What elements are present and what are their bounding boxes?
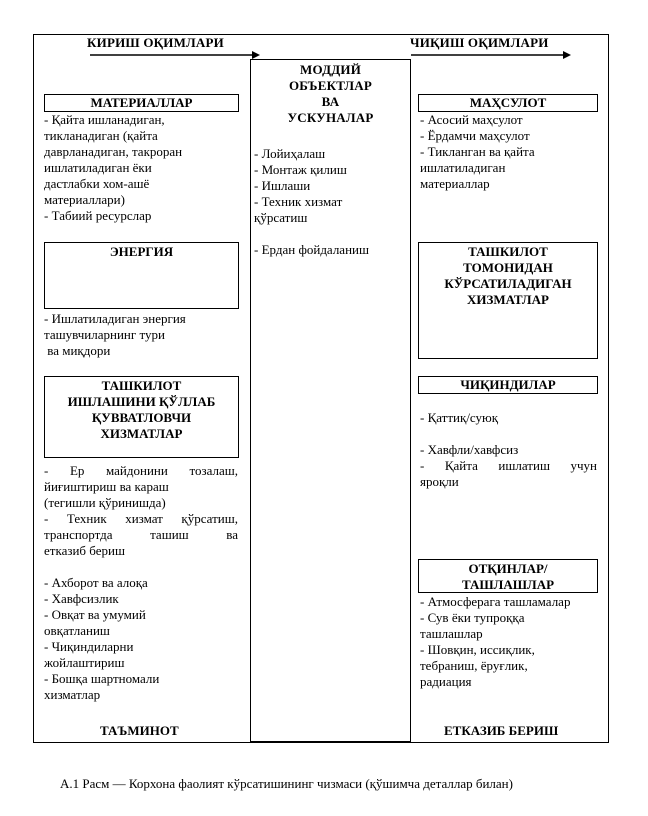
support-line: - Чиқиндиларни bbox=[44, 639, 134, 654]
emissions-line: - Сув ёки тупроққа bbox=[420, 610, 525, 625]
supply-footer: ТАЪМИНОТ bbox=[100, 723, 179, 738]
center-title-line: МОДДИЙ bbox=[299, 62, 362, 77]
support-list bbox=[44, 463, 238, 703]
emissions-line: тебраниш, ёруғлик, bbox=[420, 658, 528, 673]
services-title-line: ХИЗМАТЛАР bbox=[467, 292, 549, 307]
product-line: ишлатиладиган bbox=[420, 160, 506, 175]
emissions-box bbox=[418, 559, 598, 593]
center-title-line: УСКУНАЛАР bbox=[287, 110, 374, 125]
support-box bbox=[44, 376, 239, 458]
product-box bbox=[418, 94, 598, 112]
services-title-line: КЎРСАТИЛАДИГАН bbox=[444, 276, 572, 291]
services-box bbox=[418, 242, 598, 359]
center-title-line: ВА bbox=[321, 94, 340, 109]
support-line: хизматлар bbox=[44, 687, 101, 702]
support-title-line: ТАШКИЛОТ bbox=[101, 378, 182, 393]
services-title-line: ТАШКИЛОТ bbox=[468, 244, 548, 259]
support-line: - Хавфсизлик bbox=[44, 591, 119, 606]
inputs-arrow-icon bbox=[90, 49, 260, 61]
energy-line: ташувчиларнинг тури bbox=[44, 327, 165, 342]
energy-title: ЭНЕРГИЯ bbox=[109, 244, 174, 259]
energy-list bbox=[44, 311, 244, 359]
materials-line: - Табиий ресурслар bbox=[44, 208, 152, 223]
center-item: - Монтаж қилиш bbox=[254, 162, 347, 177]
support-title-line: ХИЗМАТЛАР bbox=[100, 426, 183, 441]
support-line: - Ахборот ва алоқа bbox=[44, 575, 148, 590]
emissions-line: - Шовқин, иссиқлик, bbox=[420, 642, 535, 657]
product-title: МАҲСУЛОТ bbox=[469, 95, 547, 110]
energy-line: ва миқдори bbox=[44, 343, 111, 358]
support-line: овқатланиш bbox=[44, 623, 110, 638]
waste-line: - Қаттиқ/суюқ bbox=[420, 410, 499, 425]
support-line: (тегишли қўринишда) bbox=[44, 495, 166, 510]
outputs-header: ЧИҚИШ ОҚИМЛАРИ bbox=[410, 35, 549, 50]
emissions-line: ташлашлар bbox=[420, 626, 483, 641]
waste-box bbox=[418, 376, 598, 394]
support-line: - Ер майдонини тозалаш, bbox=[44, 463, 238, 478]
center-item: - Ердан фойдаланиш bbox=[254, 242, 370, 257]
waste-line: - Хавфли/хавфсиз bbox=[420, 442, 519, 457]
product-line: материаллар bbox=[420, 176, 490, 191]
product-line: - Асосий маҳсулот bbox=[420, 112, 523, 127]
support-line: етказиб бериш bbox=[44, 543, 125, 558]
delivery-footer: ЕТКАЗИБ БЕРИШ bbox=[444, 723, 559, 738]
emissions-line: радиация bbox=[420, 674, 472, 689]
emissions-title-line: ТАШЛАШЛАР bbox=[461, 577, 555, 592]
support-line: йиғиштириш ва караш bbox=[44, 479, 169, 494]
waste-line: - Қайта ишлатиш учун bbox=[420, 458, 597, 473]
waste-title: ЧИҚИНДИЛАР bbox=[460, 377, 556, 392]
emissions-list bbox=[420, 594, 600, 690]
materials-line: ишлатиладиган ёки bbox=[44, 160, 152, 175]
center-item: қўрсатиш bbox=[254, 210, 308, 225]
materials-title: МАТЕРИАЛЛАР bbox=[90, 95, 193, 110]
support-line: - Техник хизмат қўрсатиш, bbox=[44, 511, 238, 526]
materials-line: материаллари) bbox=[44, 192, 125, 207]
center-title bbox=[250, 62, 411, 126]
product-list bbox=[420, 112, 600, 192]
materials-line: дастлабки хом-ашё bbox=[44, 176, 150, 191]
support-line: транспортда ташиш ва bbox=[44, 527, 238, 542]
outputs-arrow-icon bbox=[411, 49, 571, 61]
center-item: - Лойиҳалаш bbox=[254, 146, 326, 161]
emissions-title-line: ОТҚИНЛАР/ bbox=[468, 561, 548, 576]
figure-caption: А.1 Расм — Корхона фаолият кўрсатишининг чизмаси (қўшимча деталлар билан) bbox=[60, 776, 513, 791]
emissions-line: - Атмосферага ташламалар bbox=[420, 594, 571, 609]
product-line: - Тикланган ва қайта bbox=[420, 144, 535, 159]
support-line: - Бошқа шартномали bbox=[44, 671, 160, 686]
center-item: - Ишлаши bbox=[254, 178, 311, 193]
support-title-line: ҚУВВАТЛОВЧИ bbox=[91, 410, 192, 425]
center-title-line: ОБЪЕКТЛАР bbox=[288, 78, 373, 93]
materials-box bbox=[44, 94, 239, 112]
materials-list bbox=[44, 112, 244, 224]
inputs-header: КИРИШ ОҚИМЛАРИ bbox=[87, 35, 224, 50]
support-line: жойлаштириш bbox=[44, 655, 125, 670]
waste-list bbox=[420, 410, 597, 490]
product-line: - Ёрдамчи маҳсулот bbox=[420, 128, 530, 143]
support-line: - Овқат ва умумий bbox=[44, 607, 146, 622]
waste-line: яроқли bbox=[420, 474, 459, 489]
materials-line: даврланадиган, такроран bbox=[44, 144, 183, 159]
center-items bbox=[254, 146, 404, 258]
center-item: - Техник хизмат bbox=[254, 194, 343, 209]
services-title-line: ТОМОНИДАН bbox=[463, 260, 553, 275]
energy-box bbox=[44, 242, 239, 309]
energy-line: - Ишлатиладиган энергия bbox=[44, 311, 186, 326]
materials-line: - Қайта ишланадиган, bbox=[44, 112, 165, 127]
support-title-line: ИШЛАШИНИ ҚЎЛЛАБ bbox=[67, 394, 216, 409]
materials-line: тикланадиган (қайта bbox=[44, 128, 158, 143]
